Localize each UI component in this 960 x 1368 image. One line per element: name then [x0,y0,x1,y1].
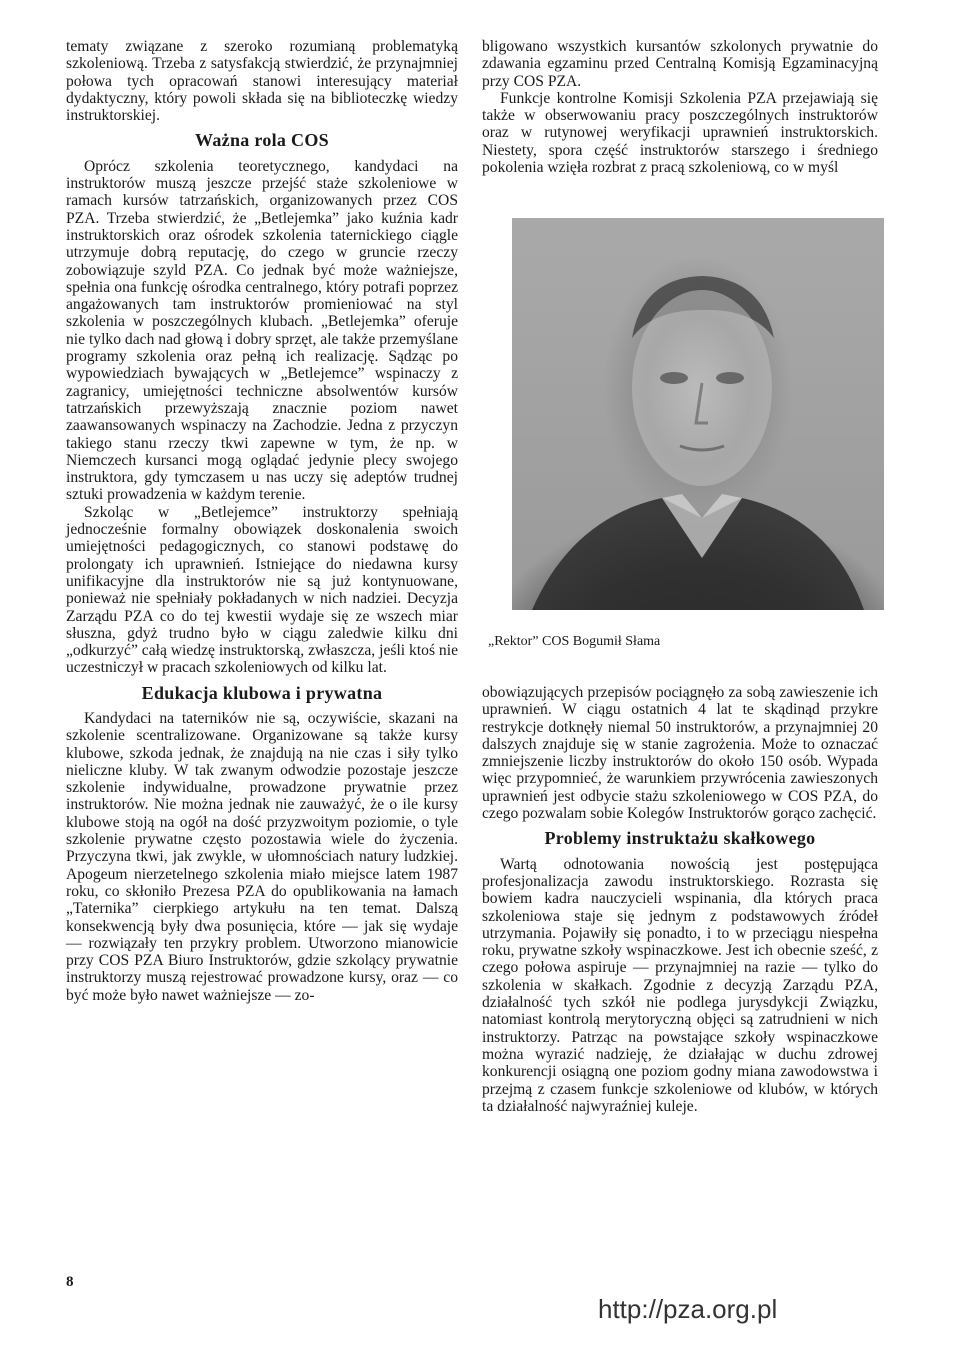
source-watermark: http://pza.org.pl [598,1294,778,1324]
page-number: 8 [66,1274,74,1290]
portrait-photo [512,218,884,610]
paragraph: Wartą odnotowania nowością jest postępująca profesjonalizacja zawodu instruktorskiego. Rozrasta się bowiem kadra nauczycieli wspinania, dla których praca szkoleniowa staje się jednym z podstawowych źródeł utrzymania. Pojawiły się ponadto, i to w przeciągu niespełna roku, prywatne szkoły wspinaczkowe. Jest ich obecnie sześć, z czego połowa aspiruje — przynajmniej na razie — tylko do szkolenia w skałkach. Zgodnie z decyzją Zarządu PZA, działalność tych szkół nie podlega jurysdykcji Związku, natomiast kontrolą merytoryczną objęci są zatrudnieni w nich instruktorzy. Patrząc na powstające szkoły wspinaczkowe można wyrazić nadzieję, że działając w duchu zdrowej konkurencji osiągną one poziom godny miana zawodowstwa i przejmą z czasem funkcje szkoleniowe od klubów, w których ta działalność najwyraźniej kuleje. [482,855,878,1115]
section-heading-crag-instruction: Problemy instruktażu skałkowego [544,828,816,849]
left-column [66,38,458,1004]
paragraph: obowiązujących przepisów pociągnęło za sobą zawieszenie ich uprawnień. W ciągu ostatnich 4 lat te skądinąd przykre restrykcje dotknęły niemal 50 instruktorów, a przynajmniej 20 dalszych znajduje się w stanie zagrożenia. Może to oznaczać zmniejszenie liczby instruktorów do około 150 osób. Wypada więc przypomnieć, że warunkiem przywrócenia zawieszonych uprawnień jest odbycie stażu szkoleniowego w COS PZA, do czego pozwalam sobie Kolegów Instruktorów gorąco zachęcić. [482,684,878,823]
photo-caption: „Rektor” COS Bogumił Słama [488,634,661,649]
paragraph: bligowano wszystkich kursantów szkolonych prywatnie do zdawania egzaminu przed Centralną Komisją Egzaminacyjną przy COS PZA. [482,38,878,90]
paragraph: Kandydaci na taterników nie są, oczywiście, skazani na szkolenie scentralizowane. Organizowane są także kursy klubowe, szkoda jednak, że znajdują na nie czas i siły tylko nieliczne kluby. W tak zwanym odwodzie pozostaje jeszcze szkolenie indywidualne, prowadzone prywatnie przez instruktorów. Nie można jednak nie zauważyć, że o ile kursy klubowe stoją na ogół na dość przyzwoitym poziomie, o tyle szkolenie prywatne często pozostawia wiele do życzenia. Przyczyna tkwi, jak zwykle, w ułomnościach natury ludzkiej. Apogeum nierzetelnego szkolenia miało miejsce latem 1987 roku, co skłoniło Prezesa PZA do opublikowania na łamach „Taternika” cierpkiego artykułu na ten temat. Dalszą konsekwencją były dwa posunięcia, które — jak się wydaje — rozwiązały ten przykry problem. Utworzono mianowicie przy COS PZA Biuro Instruktorów, gdzie szkolący prywatnie instruktorzy muszą rejestrować prowadzone kursy, oraz — co być może było nawet ważniejsze — zo- [66,709,458,1004]
paragraph: Szkoląc w „Betlejemce” instruktorzy spełniają jednocześnie formalny obowiązek doskonalenia swoich umiejętności pedagogicznych, co stanowi podstawę do prolongaty ich uprawnień. Istniejące do niedawna kursy unifikacyjne dla instruktorów nie są już kontynuowane, ponieważ nie spełniały pokładanych w nich nadziei. Decyzja Zarządu PZA co do tej kwestii wydaje się ze wszech miar słuszna, gdyż trudno było w ciągu zaledwie kilku dni „odkurzyć” całą wiedzę instruktorską, zwłaszcza, jeśli ktoś nie uczestniczył w pracach szkoleniowych od kilku lat. [66,503,458,677]
right-column-bottom [482,684,878,1115]
section-heading-club-education: Edukacja klubowa i prywatna [141,682,383,703]
portrait-illustration [512,218,884,610]
section-heading-cos: Ważna rola COS [195,130,329,151]
paragraph: tematy związane z szeroko rozumianą problematyką szkoleniową. Trzeba z satysfakcją stwierdzić, że przynajmniej połowa tych opracowań stanowi interesujący materiał dydaktyczny, który powoli składa się na biblioteczkę wiedzy instruktorskiej. [66,38,458,125]
right-column-top [482,38,878,176]
paragraph: Funkcje kontrolne Komisji Szkolenia PZA przejawiają się także w obserwowaniu pracy poszczególnych instruktorów oraz w rutynowej weryfikacji uprawnień instruktorskich. Niestety, spora część instruktorów starszego i średniego pokolenia wzięła rozbrat z pracą szkoleniową, co w myśl [482,89,878,177]
paragraph: Oprócz szkolenia teoretycznego, kandydaci na instruktorów muszą jeszcze przejść staże szkoleniowe w ramach kursów tatrzańskich, organizowanych przez COS PZA. Trzeba stwierdzić, że „Betlejemka” jako kuźnia kadr instruktorskich oraz ośrodek szkolenia taternickiego ciągle utrzymuje dobrą reputację, do czego w gruncie rzeczy zobowiązuje szyld PZA. Co jednak być może ważniejsze, spełnia ona funkcję ośrodka centralnego, który potrafi poprzez angażowanych tam instruktorów promieniować na styl szkolenia w poszczególnych klubach. „Betlejemka” oferuje nie tylko dach nad głową i dobry sprzęt, ale także przemyślane programy szkolenia oraz pełną ich realizację. Sądząc po wypowiedziach bywających w „Betlejemce” wspinaczy z zagranicy, umiejętności techniczne absolwentów kursów tatrzańskich przewyższają znacznie poziom nawet zaawansowanych wspinaczy na Zachodzie. Jedna z przyczyn takiego stanu rzeczy tkwi zapewne w tym, że np. w Niemczech kursanci mogą oglądać jedynie plecy swojego instruktora, gdy tymczasem u nas uczy się adeptów trudnej sztuki prowadzenia w każdym terenie. [66,157,458,504]
